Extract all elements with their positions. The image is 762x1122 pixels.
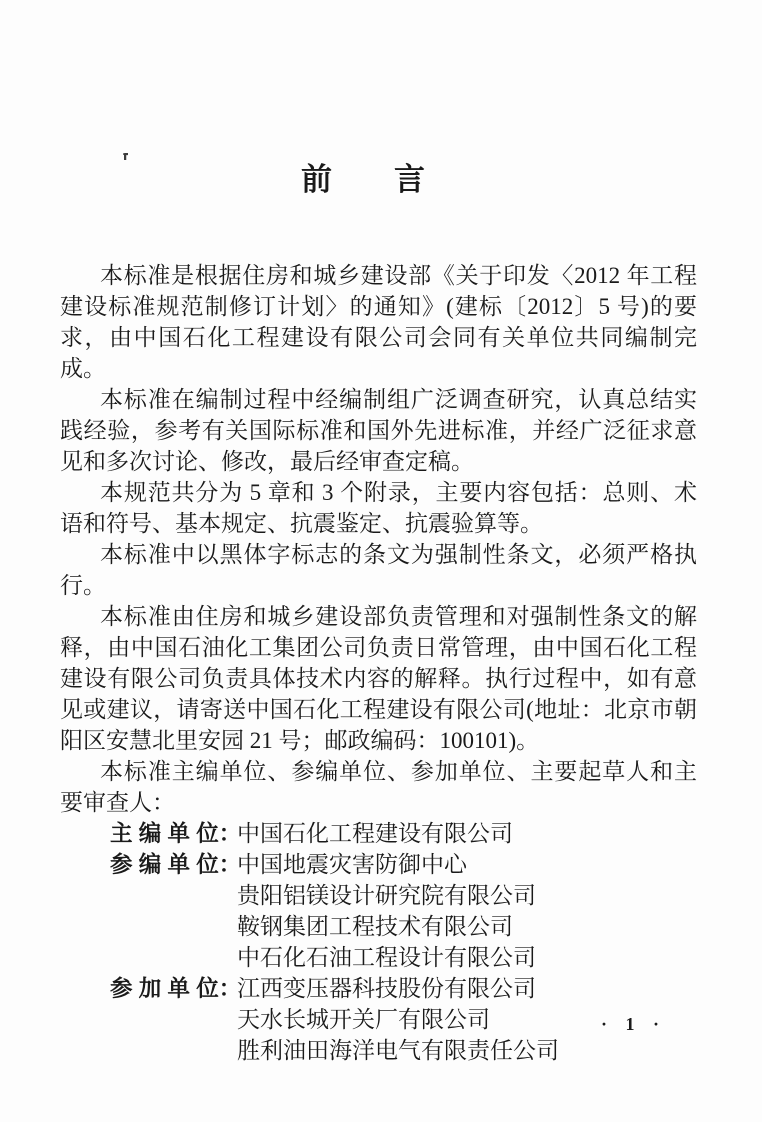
- paragraph-basis: 本标准是根据住房和城乡建设部《关于印发〈2012 年工程建设标准规范制修订计划〉的通知》(建标〔2012〕5 号)的要求，由中国石化工程建设有限公司会同有关单位共同编制完成。: [60, 263, 697, 381]
- unit-name: 中国地震灾害防御中心: [237, 852, 467, 877]
- paragraph-mandatory-clauses: 本标准中以黑体字标志的条文为强制性条文，必须严格执行。: [60, 542, 697, 598]
- unit-name: 江西变压器科技股份有限公司: [237, 976, 536, 1001]
- unit-names-co-editing: [237, 849, 697, 973]
- unit-label-participating: 参 加 单 位：: [110, 976, 242, 1001]
- paragraph-process: 本标准在编制过程中经编制组广泛调查研究，认真总结实践经验，参考有关国际标准和国外先进标准，并经广泛征求意见和多次讨论、修改，最后经审查定稿。: [60, 387, 697, 474]
- unit-name: 胜利油田海洋电气有限责任公司: [237, 1038, 559, 1063]
- unit-names-chief-editing: [237, 818, 697, 849]
- unit-row-chief-editing: [110, 818, 697, 849]
- unit-label-chief-editing: 主 编 单 位：: [110, 821, 242, 846]
- unit-name: 鞍钢集团工程技术有限公司: [237, 914, 513, 939]
- unit-name: 中石化石油工程设计有限公司: [237, 945, 536, 970]
- paragraph-management: 本标准由住房和城乡建设部负责管理和对强制性条文的解释，由中国石油化工集团公司负责日常管理，由中国石化工程建设有限公司负责具体技术内容的解释。执行过程中，如有意见或建议，请寄送中国石化工程建设有限公司(地址：北京市朝阳区安慧北里安园 21 号；邮政编码：100101)。: [60, 604, 697, 753]
- preface-body: [60, 196, 697, 1066]
- unit-name: 中国石化工程建设有限公司: [237, 821, 513, 846]
- unit-name: 贵阳铝镁设计研究院有限公司: [237, 883, 536, 908]
- unit-label-co-editing: 参 编 单 位：: [110, 852, 242, 877]
- paragraph-units-intro: 本标准主编单位、参编单位、参加单位、主要起草人和主要审查人：: [60, 759, 697, 815]
- unit-row-co-editing: [110, 849, 697, 973]
- paragraph-scope: 本规范共分为 5 章和 3 个附录，主要内容包括：总则、术语和符号、基本规定、抗震鉴定、抗震验算等。: [60, 480, 697, 536]
- page-number: · 1 ·: [601, 1014, 667, 1034]
- unit-name: 天水长城开关厂有限公司: [237, 1007, 490, 1032]
- page-title: 前 言: [301, 162, 425, 197]
